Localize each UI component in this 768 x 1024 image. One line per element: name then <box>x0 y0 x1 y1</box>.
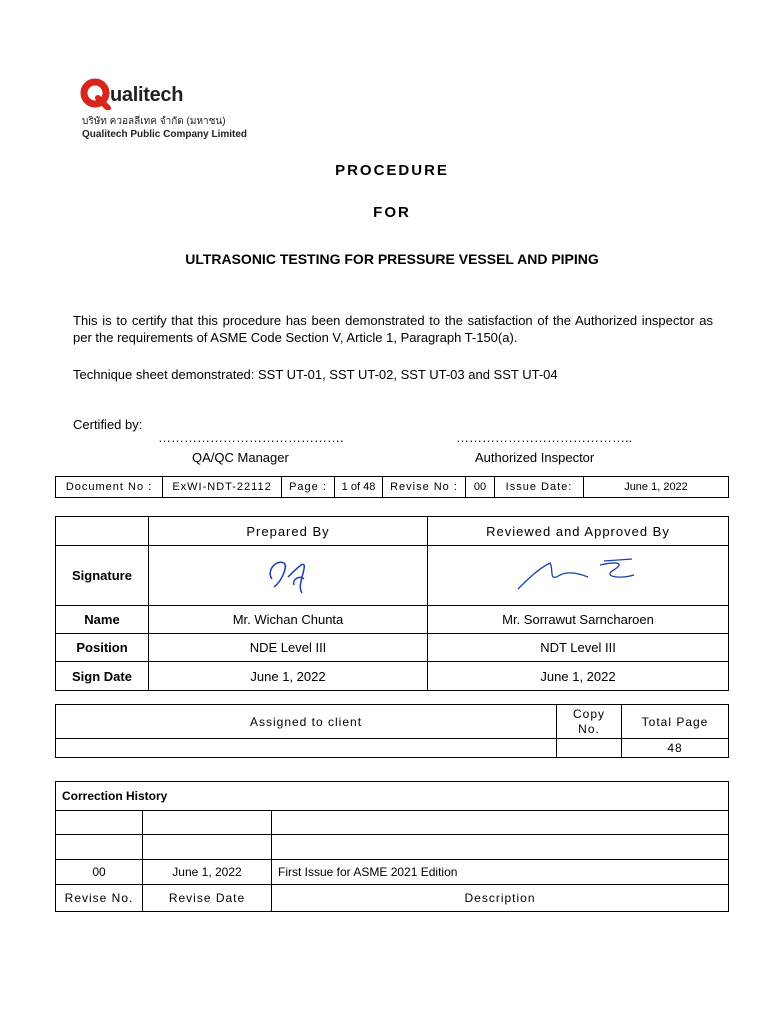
issue-date-label: Issue Date: <box>495 477 584 498</box>
title-subject: ULTRASONIC TESTING FOR PRESSURE VESSEL AND PIPING <box>185 251 599 267</box>
qualitech-q-icon <box>80 78 112 110</box>
certify-paragraph: This is to certify that this procedure has been demonstrated to the satisfaction of the Authorized inspector as per the requirements of ASME Code Section V, Article 1, Paragraph T-150(a). <box>73 313 713 345</box>
assigned-to-client-header: Assigned to client <box>56 705 557 739</box>
history-description: First Issue for ASME 2021 Edition <box>272 860 729 885</box>
reviewed-position: NDT Level III <box>428 634 729 662</box>
history-row <box>56 811 729 835</box>
history-row <box>56 835 729 860</box>
correction-history-table <box>55 781 729 912</box>
revise-no-value: 00 <box>466 477 495 498</box>
page-label: Page : <box>282 477 335 498</box>
qaqc-manager-label: QA/QC Manager <box>192 450 289 465</box>
reviewed-sign-date: June 1, 2022 <box>428 662 729 691</box>
revise-date-column-label: Revise Date <box>143 885 272 912</box>
total-page-header: Total Page <box>622 705 729 739</box>
company-logo <box>80 78 260 148</box>
sign-date-label: Sign Date <box>56 662 149 691</box>
logo-name: ualitech <box>110 84 184 106</box>
position-label: Position <box>56 634 149 662</box>
doc-no-label: Document No : <box>56 477 163 498</box>
doc-no-value: ExWI-NDT-22112 <box>163 477 282 498</box>
signature-line-right: ………………………………….. <box>456 430 633 445</box>
prepared-sign-date: June 1, 2022 <box>149 662 428 691</box>
prepared-signature-image <box>258 549 318 599</box>
revise-no-column-label: Revise No. <box>56 885 143 912</box>
authorized-inspector-label: Authorized Inspector <box>475 450 595 465</box>
copy-no-value <box>557 739 622 758</box>
prepared-by-header: Prepared By <box>149 517 428 546</box>
reviewed-by-header: Reviewed and Approved By <box>428 517 729 546</box>
history-revise-date: June 1, 2022 <box>143 860 272 885</box>
total-page-value: 48 <box>622 739 729 758</box>
history-revise-no: 00 <box>56 860 143 885</box>
title-procedure: PROCEDURE <box>335 162 449 179</box>
copy-no-header <box>557 705 622 739</box>
issue-date-value: June 1, 2022 <box>584 477 729 498</box>
prepared-name: Mr. Wichan Chunta <box>149 606 428 634</box>
reviewed-signature-cell <box>428 546 729 606</box>
title-for: FOR <box>373 204 411 221</box>
correction-history-title: Correction History <box>56 782 729 811</box>
assigned-client-value <box>56 739 557 758</box>
page-value: 1 of 48 <box>335 477 383 498</box>
signature-line-left: ……………………………………. <box>158 430 344 445</box>
assignment-table <box>55 704 729 758</box>
prepared-signature-cell <box>149 546 428 606</box>
history-row <box>56 860 729 885</box>
signature-label: Signature <box>56 546 149 606</box>
prepared-position: NDE Level III <box>149 634 428 662</box>
certified-by-label: Certified by: <box>73 417 143 432</box>
reviewed-signature-image <box>508 549 648 599</box>
revise-no-label: Revise No : <box>383 477 466 498</box>
copy-no-line2: No. <box>578 721 600 736</box>
reviewed-name: Mr. Sorrawut Sarncharoen <box>428 606 729 634</box>
description-column-label: Description <box>272 885 729 912</box>
name-label: Name <box>56 606 149 634</box>
logo-thai-name: บริษัท ควอลลีเทค จำกัด (มหาชน) <box>82 116 226 127</box>
approval-table <box>55 516 729 691</box>
document-info-table <box>55 476 729 498</box>
technique-sheet-line: Technique sheet demonstrated: SST UT-01, SST UT-02, SST UT-03 and SST UT-04 <box>73 367 558 382</box>
logo-english-name: Qualitech Public Company Limited <box>82 129 248 140</box>
copy-no-line1: Copy <box>572 706 605 721</box>
